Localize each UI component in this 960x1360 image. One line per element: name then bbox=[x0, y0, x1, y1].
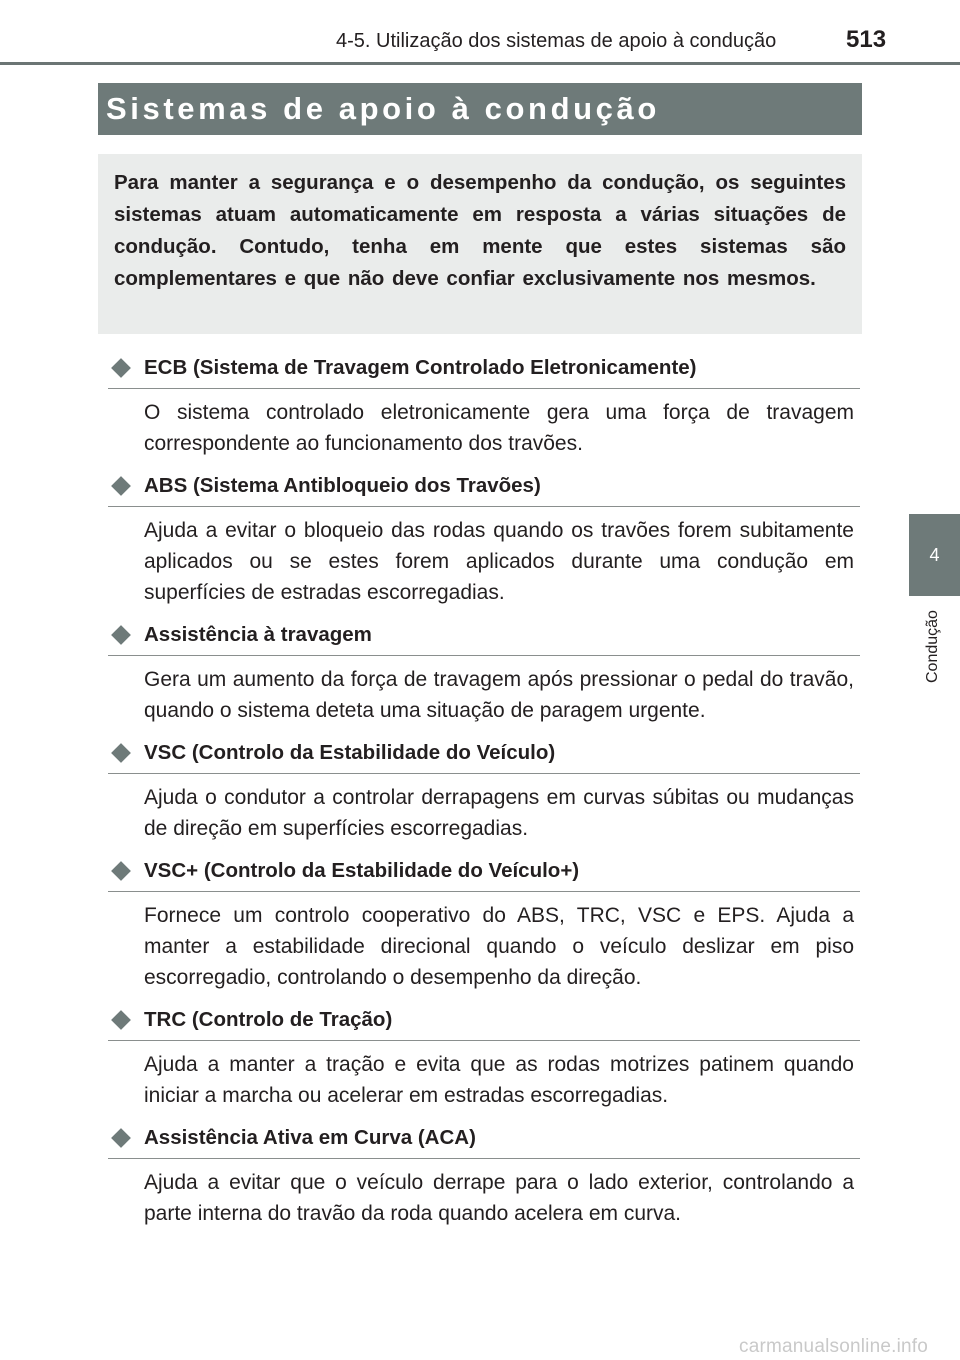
diamond-bullet-icon bbox=[111, 1010, 131, 1030]
item-heading bbox=[108, 856, 860, 892]
intro-text: Para manter a segurança e o desempenho da condução, os seguintes sistemas atuam automaticamente em resposta a várias situações de condução. Contudo, tenha em mente que estes sistemas são complementares e que não deve confiar exclusivamente nos mesmos. bbox=[114, 171, 846, 290]
header-divider bbox=[0, 62, 960, 65]
list-item bbox=[108, 1005, 860, 1111]
diamond-bullet-icon bbox=[111, 861, 131, 881]
watermark-link[interactable]: carmanualsonline.info bbox=[739, 1336, 929, 1357]
item-body: Ajuda o condutor a controlar derrapagens em curvas súbitas ou mudanças de direção em superfícies escorregadias. bbox=[144, 786, 854, 840]
item-heading-text: ABS (Sistema Antibloqueio dos Travões) bbox=[144, 474, 541, 497]
diamond-bullet-icon bbox=[111, 476, 131, 496]
item-heading bbox=[108, 471, 860, 507]
item-heading bbox=[108, 620, 860, 656]
diamond-bullet-icon bbox=[111, 625, 131, 645]
intro-box bbox=[98, 154, 862, 334]
item-body: Ajuda a manter a tração e evita que as rodas motrizes patinem quando iniciar a marcha ou acelerar em estradas escorregadias. bbox=[144, 1053, 854, 1107]
list-item bbox=[108, 1123, 860, 1229]
item-body: O sistema controlado eletronicamente gera uma força de travagem correspondente ao funcionamento dos travões. bbox=[144, 401, 854, 455]
item-body: Fornece um controlo cooperativo do ABS, TRC, VSC e EPS. Ajuda a manter a estabilidade direcional quando o veículo deslizar em piso escorregadio, controlando o desempenho da direção. bbox=[144, 904, 854, 989]
item-heading-text: TRC (Controlo de Tração) bbox=[144, 1008, 393, 1031]
list-item bbox=[108, 856, 860, 993]
item-heading bbox=[108, 738, 860, 774]
list-item bbox=[108, 738, 860, 844]
page-number: 513 bbox=[846, 26, 887, 53]
item-body: Gera um aumento da força de travagem após pressionar o pedal do travão, quando o sistema deteta uma situação de paragem urgente. bbox=[144, 668, 854, 722]
chapter-label: Condução bbox=[924, 610, 941, 683]
item-heading bbox=[108, 353, 860, 389]
item-heading bbox=[108, 1123, 860, 1159]
item-heading-text: Assistência à travagem bbox=[144, 623, 372, 646]
item-body: Ajuda a evitar o bloqueio das rodas quando os travões forem subitamente aplicados ou se estes forem aplicados durante uma condução em superfícies de estradas escorregadias. bbox=[144, 519, 854, 604]
item-heading-text: VSC+ (Controlo da Estabilidade do Veículo+) bbox=[144, 859, 580, 882]
diamond-bullet-icon bbox=[111, 1128, 131, 1148]
item-heading-text: Assistência Ativa em Curva (ACA) bbox=[144, 1126, 476, 1149]
page-title: Sistemas de apoio à condução bbox=[98, 83, 862, 135]
chapter-tab[interactable]: 4 bbox=[909, 514, 960, 596]
item-body: Ajuda a evitar que o veículo derrape para o lado exterior, controlando a parte interna do travão da roda quando acelera em curva. bbox=[144, 1171, 854, 1225]
list-item bbox=[108, 353, 860, 459]
item-heading-text: VSC (Controlo da Estabilidade do Veículo) bbox=[144, 741, 556, 764]
list-item bbox=[108, 620, 860, 726]
diamond-bullet-icon bbox=[111, 743, 131, 763]
item-heading bbox=[108, 1005, 860, 1041]
systems-list bbox=[108, 353, 860, 1241]
section-header: 4-5. Utilização dos sistemas de apoio à condução bbox=[336, 30, 777, 52]
diamond-bullet-icon bbox=[111, 358, 131, 378]
item-heading-text: ECB (Sistema de Travagem Controlado Eletronicamente) bbox=[144, 356, 697, 379]
list-item bbox=[108, 471, 860, 608]
